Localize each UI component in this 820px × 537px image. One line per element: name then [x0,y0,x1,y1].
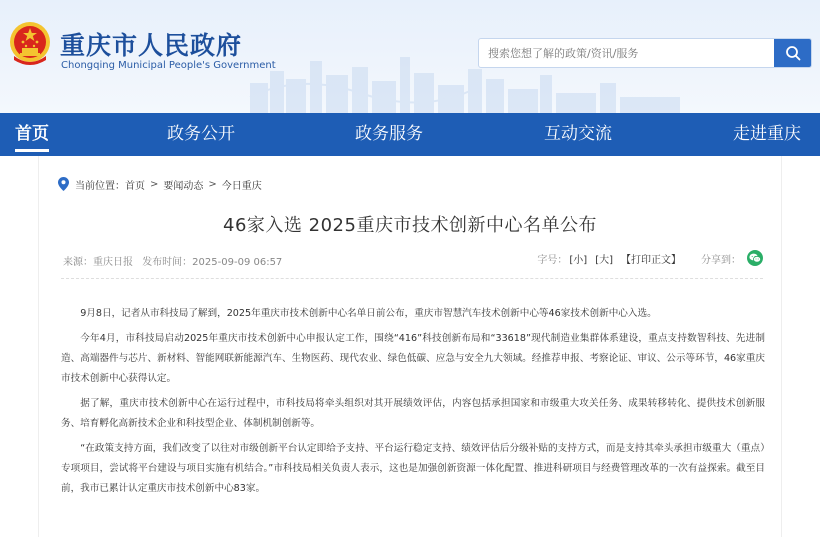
breadcrumb-separator: > [150,178,159,190]
site-title[interactable]: 重庆市人民政府 [60,31,243,60]
search-icon [785,45,801,61]
location-pin-icon [58,177,69,191]
search-bar [478,38,812,68]
breadcrumb [58,176,262,192]
main-nav [0,113,820,156]
article-paragraph: 今年4月，市科技局启动2025年重庆市技术创新中心申报认定工作，围绕“416”科技创新布局和“33618”现代制造业集群体系建设，重点支持数智科技、先进制造、高端器件与芯片、新材料、智能网联新能源汽车、生物医药、现代农业、绿色低碳、应急与安全九大领域。经推荐申报、考察论证、审议、公示等环节，46家重庆市技术创新中心获得认定。 [61,333,765,384]
search-input[interactable] [479,39,775,67]
nav-item-interaction[interactable]: 互动交流 [544,124,612,144]
article-paragraph: “在政策支持方面，我们改变了以往对市级创新平台认定即给予支持、平台运行稳定支持、绩效评估后分级补贴的支持方式，而是支持其牵头承担市级重大（重点）专项项目，尝试将平台建设与项目实施有机结合。”市科技局相关负责人表示，这也是加强创新资源一体化配置、推进科研项目与经费管理改革的一次有益探索。截至目前，我市已累计认定重庆市技术创新中心83家。 [61,443,765,494]
article-paragraph: 9月8日，记者从市科技局了解到，2025年重庆市技术创新中心名单日前公布，重庆市智慧汽车技术创新中心等46家技术创新中心入选。 [80,308,657,319]
nav-item-government-affairs[interactable]: 政务公开 [167,124,235,144]
site-subtitle: Chongqing Municipal People's Government [61,60,276,71]
article-meta [63,253,763,269]
wechat-icon [749,253,761,263]
meta-divider [61,278,763,279]
nav-item-about-chongqing[interactable]: 走进重庆 [733,124,801,144]
nav-item-government-services[interactable]: 政务服务 [355,124,423,144]
breadcrumb-home[interactable]: 首页 [125,180,145,192]
share-label: 分享到： [701,254,741,266]
font-large-button[interactable]: [大] [595,254,613,266]
site-header [0,0,820,113]
breadcrumb-today-chongqing[interactable]: 今日重庆 [221,180,262,192]
breadcrumb-separator: > [208,178,217,190]
article-container [38,156,782,537]
search-button[interactable] [774,39,811,67]
wechat-share-button[interactable] [747,250,763,266]
article-title: 46家入选 2025重庆市技术创新中心名单公布 [223,215,597,236]
print-button[interactable]: 【打印正文】 [621,254,681,266]
font-size-label: 字号： [537,254,568,266]
nav-item-home[interactable]: 首页 [15,113,49,156]
article-source: 来源：重庆日报 [63,257,133,268]
article-paragraph: 据了解，重庆市技术创新中心在运行过程中，市科技局将牵头组织对其开展绩效评估，内容包括承担国家和市级重大攻关任务、成果转移转化、提供技术创新服务、培育孵化高新技术企业和科技型企业、体制机制创新等。 [61,398,765,429]
article-publish-time: 发布时间：2025-09-09 06:57 [142,257,283,268]
article-body [61,304,765,504]
breadcrumb-news[interactable]: 要闻动态 [163,180,204,192]
breadcrumb-label: 当前位置： [75,180,125,192]
font-small-button[interactable]: [小] [569,254,588,266]
national-emblem-icon [8,20,52,68]
